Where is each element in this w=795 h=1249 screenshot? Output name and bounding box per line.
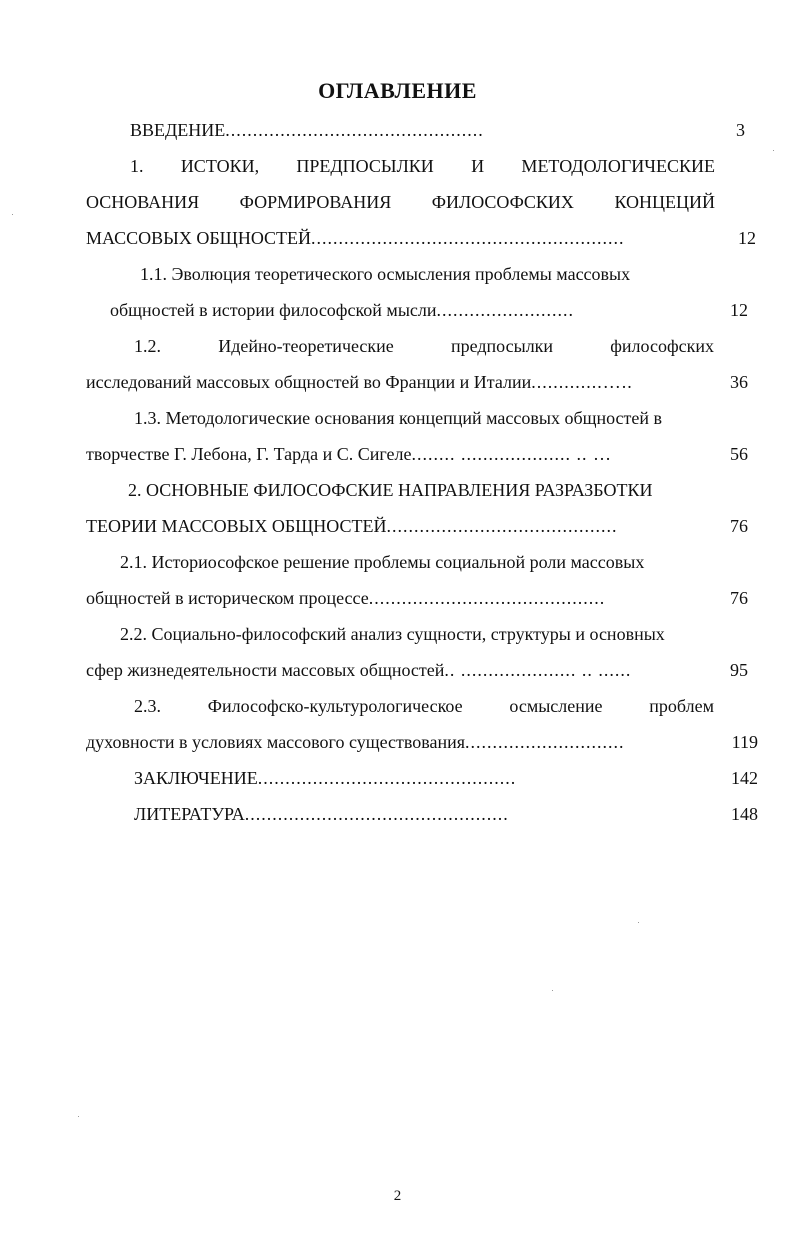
toc-chapter-2-line-2[interactable] [86, 516, 701, 537]
toc-section-2-3-line-2[interactable] [86, 732, 701, 753]
toc-page-number: 148 [731, 804, 758, 824]
dot-leader: ........ .................... .. … [411, 444, 612, 464]
toc-entry-intro[interactable] [130, 120, 710, 141]
toc-section-1-2-line-2[interactable] [86, 372, 714, 393]
toc-entry-label: общностей в истории философской мысли [110, 300, 437, 320]
toc-entry-label: ЛИТЕРАТУРА [134, 804, 245, 824]
toc-page-number: 76 [730, 588, 748, 608]
toc-page-number: 36 [730, 372, 748, 392]
toc-section-1-3-line-2[interactable] [86, 444, 708, 465]
toc-entry-literature[interactable] [134, 804, 704, 825]
toc-section-2-2-line-1[interactable]: 2.2. Социально-философский анализ сущности, структуры и основных [120, 624, 665, 644]
toc-entry-label: духовности в условиях массового существования [86, 732, 466, 752]
toc-page-number: 12 [738, 228, 756, 248]
dot-leader: ............................. [465, 732, 625, 752]
toc-entry-label: ВВЕДЕНИЕ [130, 120, 226, 140]
page-number: 2 [393, 1188, 402, 1204]
toc-chapter-1-line-3[interactable] [86, 228, 714, 249]
toc-entry-conclusion[interactable] [134, 768, 714, 789]
toc-section-2-1-line-2[interactable] [86, 588, 708, 609]
dot-leader: ............................................... [225, 120, 484, 140]
dot-leader: ........................................... [368, 588, 606, 608]
dot-leader: ......................................................... [311, 228, 625, 248]
dot-leader: ................................................ [244, 804, 509, 824]
toc-section-1-3-line-1[interactable]: 1.3. Методологические основания концепций массовых общностей в [134, 408, 663, 428]
toc-entry-label: ЗАКЛЮЧЕНИЕ [134, 768, 258, 788]
toc-entry-label: сфер жизнедеятельности массовых общностей [86, 660, 445, 680]
toc-page-number: 56 [730, 444, 748, 464]
dot-leader: .............….. [531, 372, 633, 392]
toc-entry-label: общностей в историческом процессе [86, 588, 369, 608]
toc-page-number: 119 [731, 732, 758, 752]
scan-speck [78, 1116, 79, 1117]
toc-page-number: 76 [730, 516, 748, 536]
toc-page-number: 142 [731, 768, 758, 788]
toc-entry-label: МАССОВЫХ ОБЩНОСТЕЙ [86, 228, 312, 248]
scan-speck [12, 214, 13, 215]
toc-page-number: 12 [730, 300, 748, 320]
scan-speck [552, 990, 553, 991]
toc-chapter-1-line-2[interactable]: ОСНОВАНИЯ ФОРМИРОВАНИЯ ФИЛОСОФСКИХ КОНЦЕЦИЙ [86, 192, 715, 212]
dot-leader: .. ..................... .. ...... [444, 660, 632, 680]
dot-leader: .......................................... [386, 516, 618, 536]
scan-speck [638, 922, 639, 923]
toc-section-1-1-line-1[interactable]: 1.1. Эволюция теоретического осмысления проблемы массовых [140, 264, 631, 284]
toc-chapter-2-line-1[interactable]: 2. ОСНОВНЫЕ ФИЛОСОФСКИЕ НАПРАВЛЕНИЯ РАЗРАЗБОТКИ [128, 480, 653, 500]
scan-speck [773, 150, 774, 151]
dot-leader: ......................... [436, 300, 575, 320]
toc-section-2-1-line-1[interactable]: 2.1. Историософское решение проблемы социальной роли массовых [120, 552, 645, 572]
toc-chapter-1-line-1[interactable]: 1. ИСТОКИ, ПРЕДПОСЫЛКИ И МЕТОДОЛОГИЧЕСКИЕ [130, 156, 715, 176]
toc-section-1-1-line-2[interactable] [110, 300, 715, 321]
toc-page-number: 3 [736, 120, 745, 140]
toc-section-2-3-line-1[interactable]: 2.3. Философско-культурологическое осмысление проблем [134, 696, 714, 716]
toc-page-number: 95 [730, 660, 748, 680]
toc-entry-label: ТЕОРИИ МАССОВЫХ ОБЩНОСТЕЙ [86, 516, 387, 536]
dot-leader: ............................................... [257, 768, 517, 788]
toc-section-1-2-line-1[interactable]: 1.2. Идейно-теоретические предпосылки философских [134, 336, 714, 356]
toc-entry-label: исследований массовых общностей во Франции и Италии [86, 372, 532, 392]
toc-entry-label: творчестве Г. Лебона, Г. Тарда и С. Сигеле [86, 444, 412, 464]
toc-section-2-2-line-2[interactable] [86, 660, 708, 681]
toc-title: ОГЛАВЛЕНИЕ [318, 78, 477, 103]
